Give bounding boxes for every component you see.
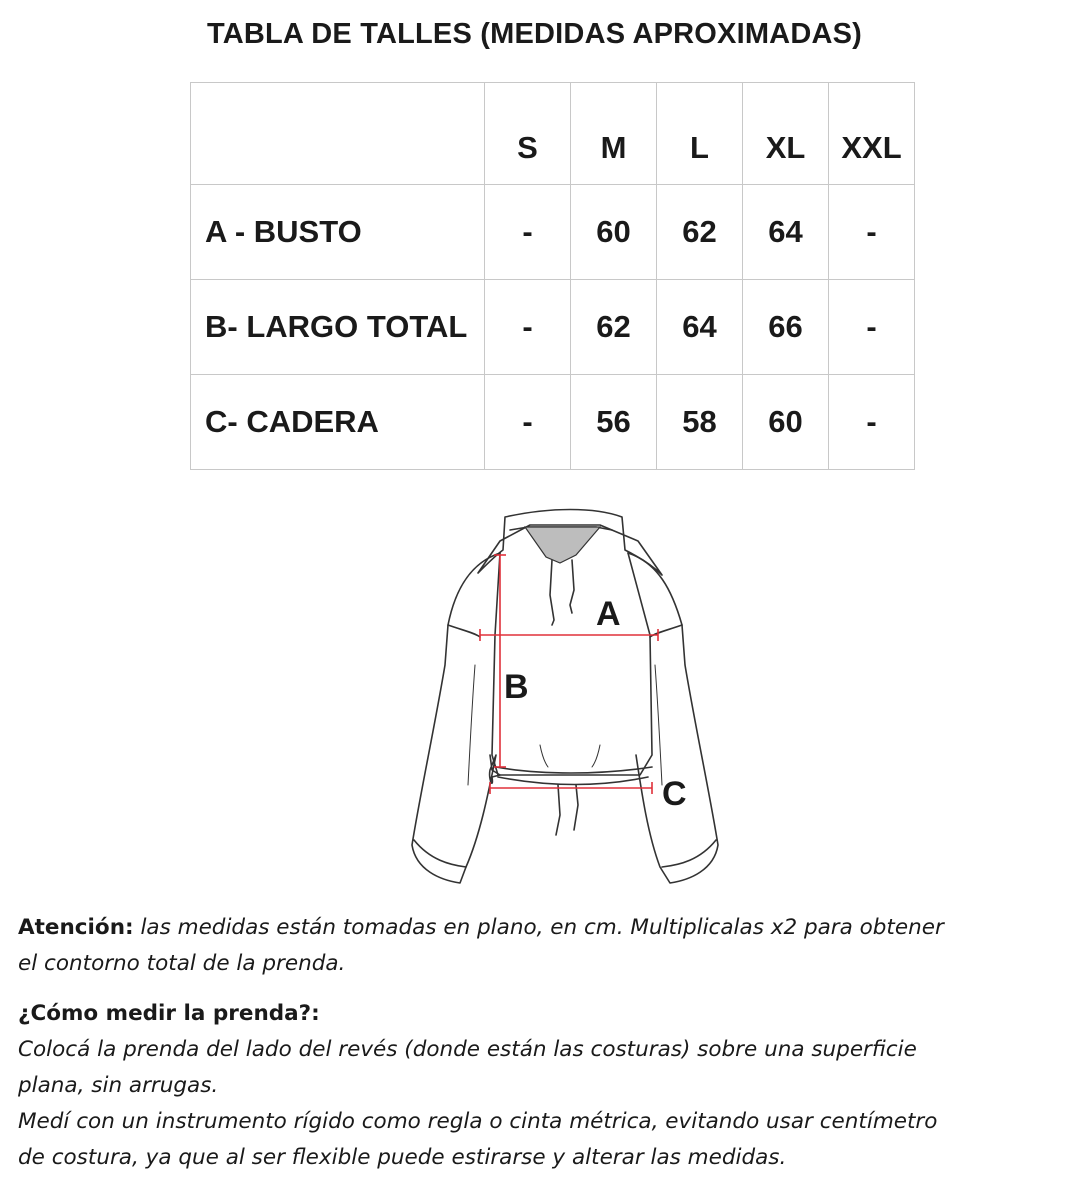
table-cell: 60 xyxy=(571,185,657,280)
how-line-4 xyxy=(18,1140,1058,1176)
attention-text-2: el contorno total de la prenda. xyxy=(18,951,346,976)
table-row xyxy=(191,185,915,280)
table-row xyxy=(191,375,915,470)
table-row xyxy=(191,280,915,375)
row-label: C- CADERA xyxy=(191,375,485,470)
page-title: TABLA DE TALLES (MEDIDAS APROXIMADAS) xyxy=(206,18,863,50)
header-cell-l: L xyxy=(657,83,743,185)
table-cell: 64 xyxy=(657,280,743,375)
hoodie-illustration xyxy=(400,505,730,890)
how-text-3: Medí con un instrumento rígido como regla o cinta métrica, evitando usar centímetro xyxy=(18,1109,938,1134)
table-cell: - xyxy=(485,185,571,280)
table-cell: 66 xyxy=(743,280,829,375)
table-cell: 62 xyxy=(657,185,743,280)
attention-text-1: las medidas están tomadas en plano, en cm. Multiplicalas x2 para obtener xyxy=(140,915,944,940)
table-cell: 56 xyxy=(571,375,657,470)
hood-lining xyxy=(525,527,600,563)
header-cell-xl: XL xyxy=(743,83,829,185)
header-cell xyxy=(191,83,485,185)
notes-section xyxy=(18,910,1058,1176)
label-b: B xyxy=(504,668,529,706)
how-line-2 xyxy=(18,1068,1058,1104)
label-a: A xyxy=(596,595,621,633)
how-text-2: plana, sin arrugas. xyxy=(18,1073,219,1098)
how-text-1: Colocá la prenda del lado del revés (donde están las costuras) sobre una superficie xyxy=(18,1037,917,1062)
body-outline xyxy=(412,553,500,883)
table-cell: - xyxy=(485,280,571,375)
header-cell-xxl: XXL xyxy=(829,83,915,185)
table-cell: 62 xyxy=(571,280,657,375)
attention-label: Atención: xyxy=(18,915,134,940)
table-cell: 64 xyxy=(743,185,829,280)
how-text-4: de costura, ya que al ser flexible puede estirarse y alterar las medidas. xyxy=(18,1145,787,1170)
table-cell: 58 xyxy=(657,375,743,470)
size-table xyxy=(190,82,915,470)
how-line-3 xyxy=(18,1104,1058,1140)
table-cell: - xyxy=(485,375,571,470)
header-cell-m: M xyxy=(571,83,657,185)
row-label: A - BUSTO xyxy=(191,185,485,280)
attention-line-1 xyxy=(18,910,1058,946)
attention-line-2 xyxy=(18,946,1058,982)
table-cell: - xyxy=(829,185,915,280)
header-cell-s: S xyxy=(485,83,571,185)
table-header-row xyxy=(191,83,915,185)
row-label: B- LARGO TOTAL xyxy=(191,280,485,375)
how-to-measure-title xyxy=(18,996,1058,1032)
label-c: C xyxy=(662,775,687,813)
table-cell: - xyxy=(829,375,915,470)
how-line-1 xyxy=(18,1032,1058,1068)
table-cell: - xyxy=(829,280,915,375)
how-title: ¿Cómo medir la prenda?: xyxy=(18,1001,320,1026)
table-cell: 60 xyxy=(743,375,829,470)
